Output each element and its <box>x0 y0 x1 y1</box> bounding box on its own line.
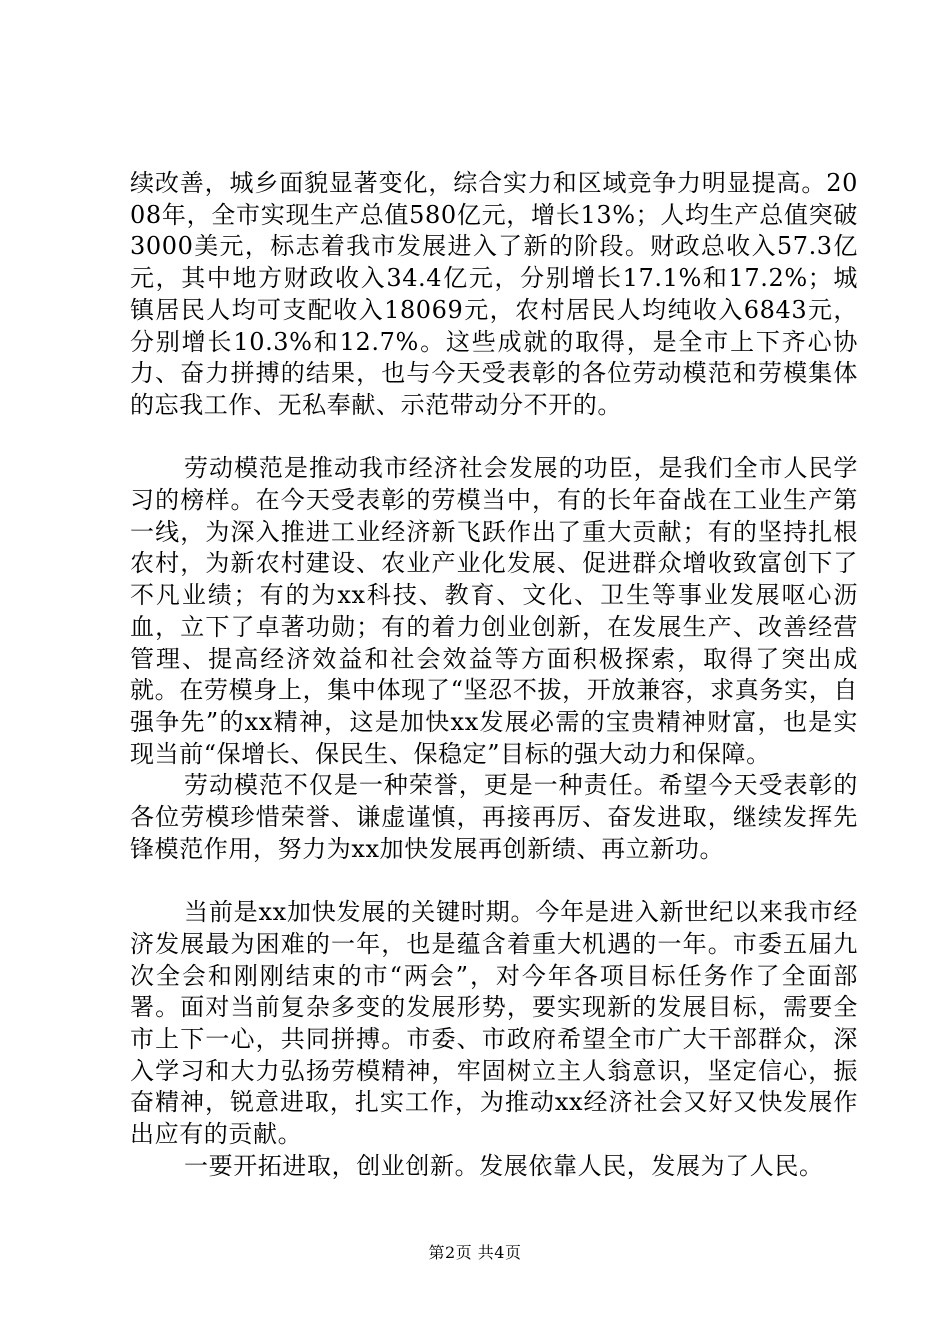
paragraph-4: 当前是xx加快发展的关键时期。今年是进入新世纪以来我市经济发展最为困难的一年，也是蕴含着重大机遇的一年。市委五届九次全会和刚刚结束的市“两会”，对今年各项目标任务作了全面部署。面对当前复杂多变的发展形势，要实现新的发展目标，需要全市上下一心，共同拼搏。市委、市政府希望全市广大干部群众，深入学习和大力弘扬劳模精神，牢固树立主人翁意识，坚定信心，振奋精神，锐意进取，扎实工作，为推动xx经济社会又好又快发展作出应有的贡献。 <box>130 898 858 1149</box>
page-number-label: 第2页 共4页 <box>428 1243 522 1262</box>
paragraph-gap <box>130 865 858 897</box>
document-body <box>130 168 858 1182</box>
paragraph-gap <box>130 422 858 454</box>
paragraph-2: 劳动模范是推动我市经济社会发展的功臣，是我们全市人民学习的榜样。在今天受表彰的劳模当中，有的长年奋战在工业生产第一线，为深入推进工业经济新飞跃作出了重大贡献；有的坚持扎根农村，为新农村建设、农业产业化发展、促进群众增收致富创下了不凡业绩；有的为xx科技、教育、文化、卫生等事业发展呕心沥血，立下了卓著功勋；有的着力创业创新，在发展生产、改善经营管理、提高经济效益和社会效益等方面积极探索，取得了突出成就。在劳模身上，集中体现了“坚忍不拔，开放兼容，求真务实，自强争先”的xx精神，这是加快xx发展必需的宝贵精神财富，也是实现当前“保增长、保民生、保稳定”目标的强大动力和保障。 <box>130 454 858 768</box>
paragraph-5: 一要开拓进取，创业创新。发展依靠人民，发展为了人民。 <box>184 1151 824 1180</box>
paragraph-3: 劳动模范不仅是一种荣誉，更是一种责任。希望今天受表彰的各位劳模珍惜荣誉、谦虚谨慎，再接再厉、奋发进取，继续发挥先锋模范作用，努力为xx加快发展再创新绩、再立新功。 <box>130 771 858 863</box>
paragraph-1: 续改善，城乡面貌显著变化，综合实力和区域竞争力明显提高。2008年，全市实现生产总值580亿元，增长13%；人均生产总值突破3000美元，标志着我市发展进入了新的阶段。财政总收入57.3亿元，其中地方财政收入34.4亿元，分别增长17.1%和17.2%；城镇居民人均可支配收入18069元，农村居民人均纯收入6843元，分别增长10.3%和12.7%。这些成就的取得，是全市上下齐心协力、奋力拼搏的结果，也与今天受表彰的各位劳动模范和劳模集体的忘我工作、无私奉献、示范带动分不开的。 <box>130 169 858 419</box>
page-footer <box>0 1240 950 1263</box>
